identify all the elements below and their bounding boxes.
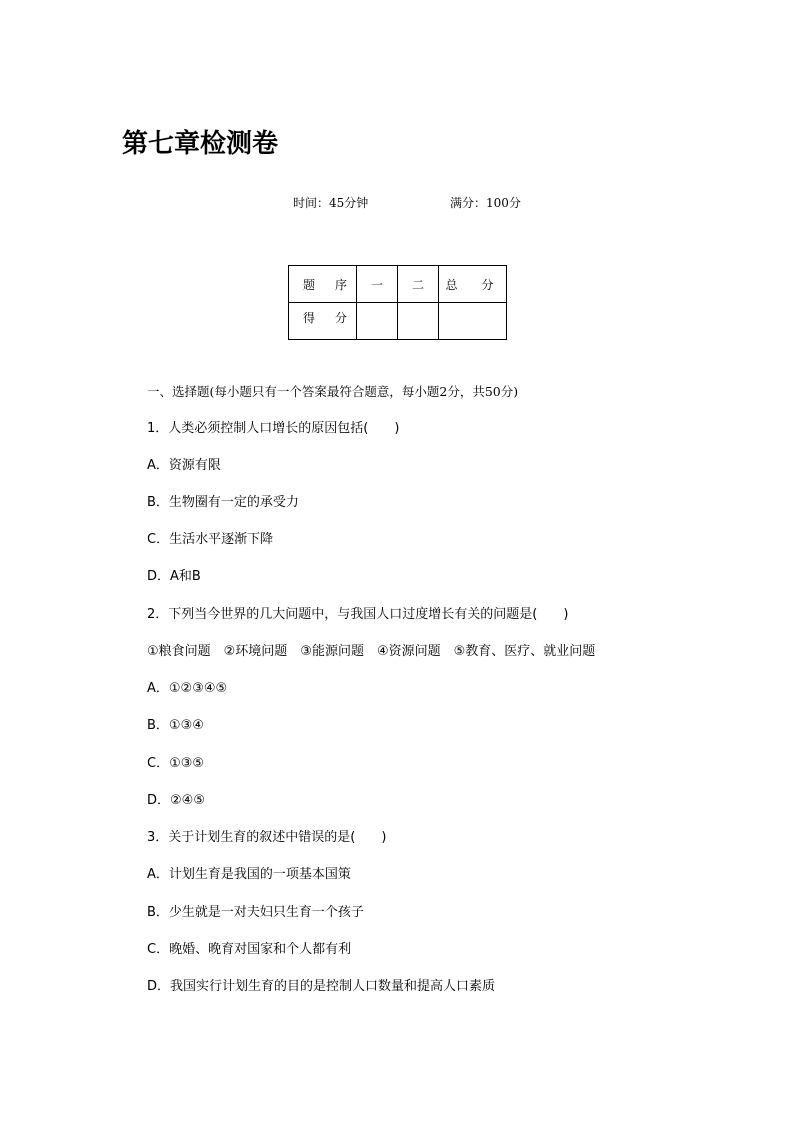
score-table-header-part-2: 二 [398,266,439,303]
question-2-stem: 2．下列当今世界的几大问题中，与我国人口过度增长有关的问题是( ) [147,607,569,622]
score-table-score-row [289,303,507,340]
score-table-header-row [289,266,507,303]
score-table-header-part-1: 一 [357,266,398,303]
question-3-option-d: D．我国实行计划生育的目的是控制人口数量和提高人口素质 [147,979,496,994]
score-table-score-label: 得 分 [289,303,357,340]
question-3-option-a: A．计划生育是我国的一项基本国策 [147,867,351,882]
score-cell-part-2[interactable] [398,303,439,340]
score-table-header-sequence: 题 序 [289,266,357,303]
question-1-stem: 1．人类必须控制人口增长的原因包括( ) [147,421,400,436]
question-1-option-d: D．A和B [147,569,201,584]
page-title: 第七章检测卷 [122,129,279,159]
question-3-option-b: B．少生就是一对夫妇只生育一个孩子 [147,905,364,920]
question-2-option-c: C．①③⑤ [147,756,205,771]
exam-time: 时间：45分钟 [293,196,369,210]
score-table-header-total: 总 分 [439,266,507,303]
full-score: 满分：100分 [450,196,521,210]
question-3-option-c: C．晚婚、晚育对国家和个人都有利 [147,942,352,957]
question-3-stem: 3．关于计划生育的叙述中错误的是( ) [147,830,387,845]
score-cell-part-1[interactable] [357,303,398,340]
question-2-statements: ①粮食问题 ②环境问题 ③能源问题 ④资源问题 ⑤教育、医疗、就业问题 [147,644,596,659]
section-title: 一、选择题(每小题只有一个答案最符合题意，每小题2分，共50分) [147,384,519,399]
question-2-option-b: B．①③④ [147,718,204,733]
question-1-option-b: B．生物圈有一定的承受力 [147,495,299,510]
question-1-option-a: A．资源有限 [147,458,221,473]
question-1-option-c: C．生活水平逐渐下降 [147,532,274,547]
question-2-option-a: A．①②③④⑤ [147,681,228,696]
score-table [288,265,507,340]
score-cell-total[interactable] [439,303,507,340]
question-2-option-d: D．②④⑤ [147,793,205,808]
